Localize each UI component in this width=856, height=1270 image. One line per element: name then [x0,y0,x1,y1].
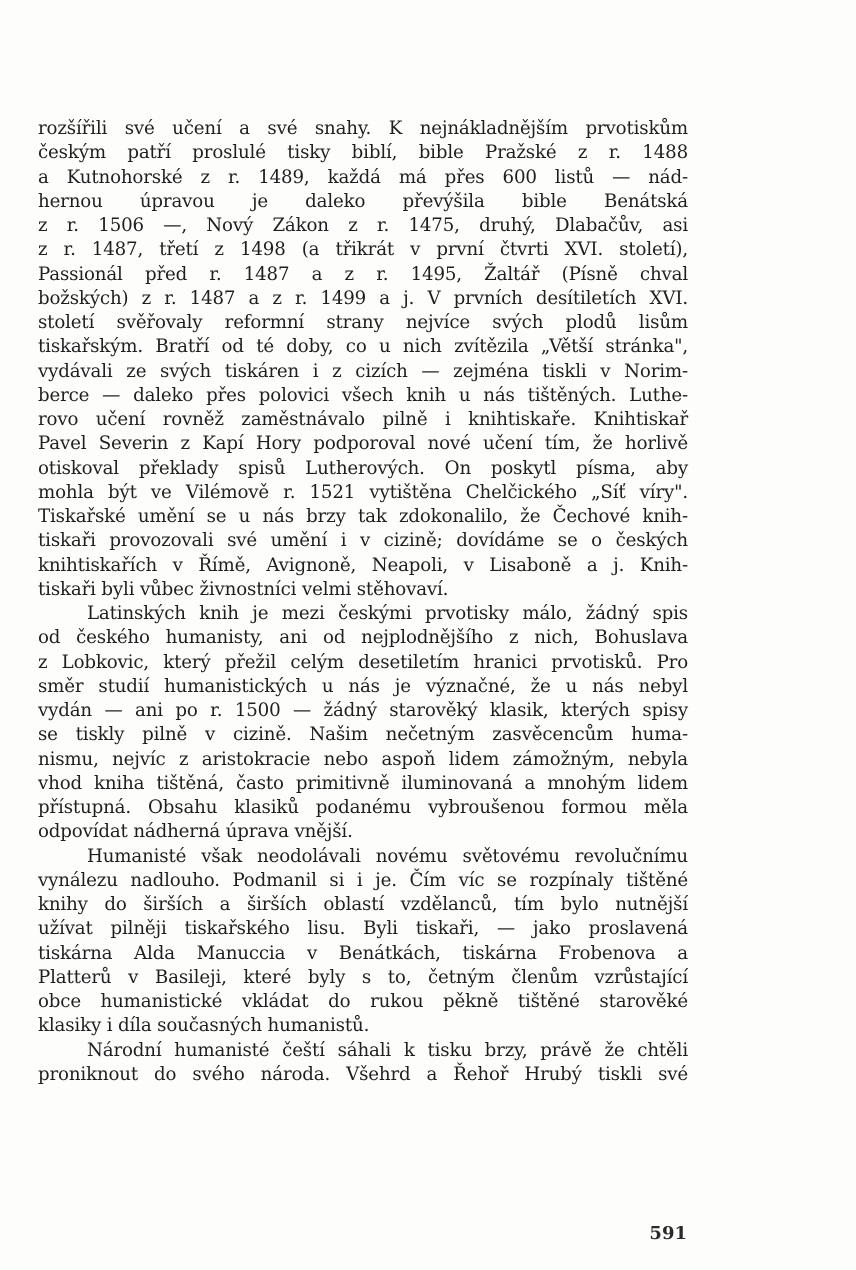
text-line: knihtiskařích v Římě, Avignoně, Neapoli, v Lisaboně a j. Knih- [38,554,688,576]
text-line: knihy do širších a širších oblastí vzdělanců, tím bylo nutnější [38,894,688,915]
text-line: Tiskařské umění se u nás brzy tak zdokonalilo, že Čechové knih- [38,506,688,527]
text-line: vydán — ani po r. 1500 — žádný starověký klasik, kterých spisy [38,700,688,721]
text-line: užívat pilněji tiskařského lisu. Byli tiskaři, — jako proslavená [38,918,688,940]
text-line: od českého humanisty, ani od nejplodnějšího z nich, Bohuslava [38,627,688,649]
text-line: tiskárna Alda Manuccia v Benátkách, tiskárna Frobenova a [38,942,688,964]
text-line: vynálezu nadlouho. Podmanil si i je. Čím víc se rozpínaly tištěné [38,869,688,891]
text-line: obce humanistické vkládat do rukou pěkně tištěné starověké [38,991,688,1012]
text-line: století svěřovaly reformní strany nejvíce svých plodů lisům [38,312,688,333]
text-line: rovo učení rovněž zaměstnávalo pilně i knihtiskaře. Knihtiskař [38,409,688,430]
text-line: vhod kniha tištěná, často primitivně iluminovaná a mnohým lidem [38,772,688,794]
text-line: Pavel Severin z Kapí Hory podporoval nové učení tím, že horlivě [38,433,688,455]
text-line: Humanisté však neodolávali novému světovému revolučnímu [87,845,688,867]
text-line: odpovídat nádherná úprava vnější. [38,821,353,843]
text-line: tiskaři provozovali své umění i v cizině; dovídáme se o českých [38,530,688,552]
text-line: směr studií humanistických u nás je význačné, že u nás nebyl [38,675,688,697]
text-line: Passionál před r. 1487 a z r. 1495, Žaltář (Písně chval [38,263,688,285]
text-line: z r. 1487, třetí z 1498 (a třikrát v první čtvrti XVI. století), [38,239,688,261]
text-line: Latinských knih je mezi českými prvotisky málo, žádný spis [87,603,688,624]
text-line: mohla být ve Vilémově r. 1521 vytištěna Chelčického „Síť víry". [38,481,688,503]
text-line: z Lobkovic, který přežil celým desetiletím hranici prvotisků. Pro [38,651,688,673]
text-line: nismu, nejvíc z aristokracie nebo aspoň lidem zámožným, nebyla [38,748,688,770]
text-line: hernou úpravou je daleko převýšila bible Benátská [38,190,688,212]
text-line: z r. 1506 —, Nový Zákon z r. 1475, druhý, Dlabačův, asi [38,215,688,236]
text-line: českým patří proslulé tisky biblí, bible Pražské z r. 1488 [38,142,688,164]
text-line: vydávali ze svých tiskáren i z cizích — zejména tiskli v Norim- [38,360,688,382]
text-line: Národní humanisté čeští sáhali k tisku brzy, právě že chtěli [87,1039,688,1061]
text-line: božských) z r. 1487 a z r. 1499 a j. V prvních desítiletích XVI. [38,287,688,309]
text-line: klasiky i díla současných humanistů. [38,1015,370,1037]
text-line: tiskaři byli vůbec živnostníci velmi stěhovaví. [38,578,449,600]
text-line: a Kutnohorské z r. 1489, každá má přes 600 listů — nád- [38,166,688,188]
text-line: berce — daleko přes polovici všech knih u nás tištěných. Luthe- [38,384,688,406]
text-line: otiskoval překlady spisů Lutherových. On poskytl písma, aby [38,457,688,479]
text-line: proniknout do svého národa. Všehrd a Řehoř Hrubý tiskli své [38,1063,688,1085]
text-line: Platterů v Basileji, které byly s to, četným členům vzrůstající [38,966,688,988]
text-line: rozšířili své učení a své snahy. K nejnákladnějším prvotiskům [38,118,688,139]
body-text [38,117,688,1087]
text-line: se tiskly pilně v cizině. Našim nečetným zasvěcencům huma- [38,724,688,746]
text-line: tiskařským. Bratří od té doby, co u nich zvítězila „Větší stránka", [38,336,688,358]
text-line: přístupná. Obsahu klasiků podanému vybroušenou formou měla [38,797,688,818]
page-number: 591 [649,1223,687,1244]
